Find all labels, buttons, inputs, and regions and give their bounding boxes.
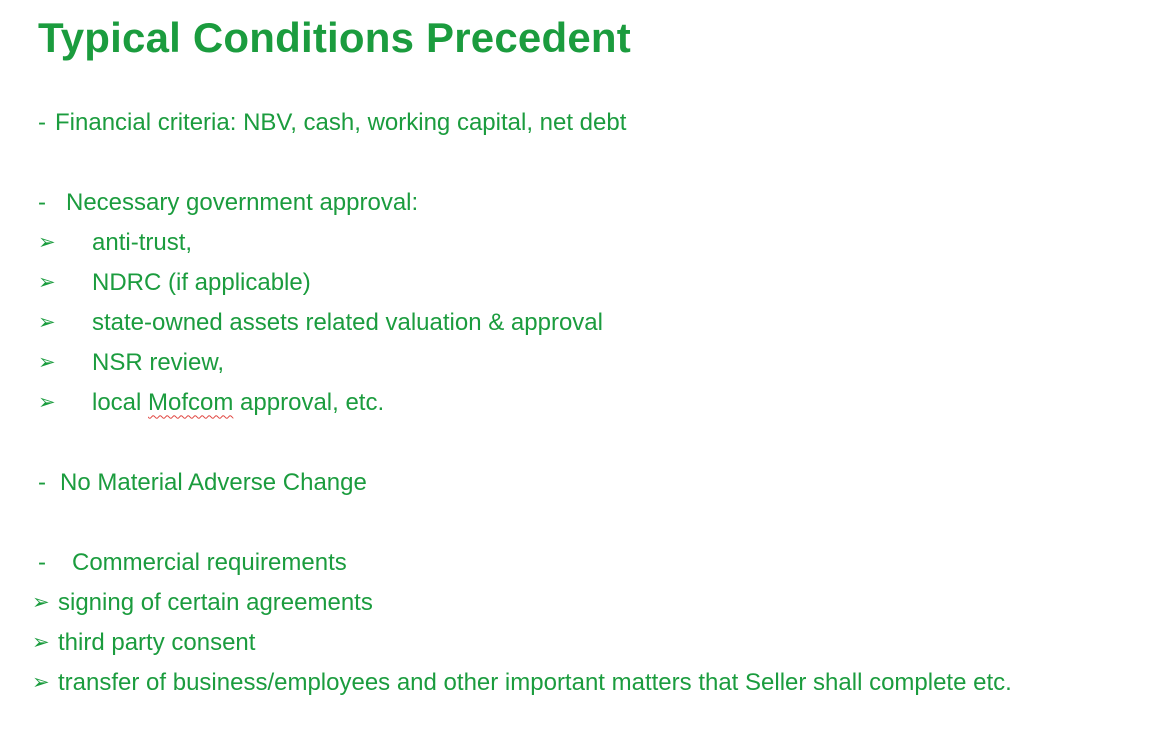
sub-bullet-ndrc [38, 266, 1126, 299]
bullet-text: No Material Adverse Change [60, 469, 367, 497]
sub-bullet-text: signing of certain agreements [58, 589, 373, 617]
bullet-line-government-heading [38, 186, 1126, 219]
slide-title: Typical Conditions Precedent [38, 14, 631, 61]
arrow-bullet-icon: ➢ [32, 671, 50, 695]
arrow-bullet-icon: ➢ [38, 311, 56, 335]
dash-bullet: - [38, 549, 46, 577]
bullet-text: Necessary government approval: [66, 189, 419, 217]
bullet-text: Commercial requirements [72, 549, 347, 577]
arrow-bullet-icon: ➢ [38, 231, 56, 255]
sub-bullet-anti-trust [38, 226, 1126, 259]
sub-bullet-text: state-owned assets related valuation & approval [92, 309, 603, 337]
text-before-misspelling: local [92, 389, 149, 417]
arrow-bullet-icon: ➢ [38, 391, 56, 415]
sub-bullet-transfer [32, 666, 1126, 699]
sub-bullet-text: transfer of business/employees and other important matters that Seller shall complete etc. [58, 669, 1012, 697]
arrow-bullet-icon: ➢ [32, 631, 50, 655]
sub-bullet-mofcom [38, 386, 1126, 419]
sub-bullet-text: NSR review, [92, 349, 225, 377]
sub-bullet-text [92, 386, 1126, 419]
dash-bullet: - [38, 109, 46, 137]
bullet-text: Financial criteria: NBV, cash, working capital, net debt [55, 109, 627, 137]
dash-bullet: - [38, 189, 46, 217]
arrow-bullet-icon: ➢ [32, 591, 50, 615]
sub-bullet-text: third party consent [58, 629, 256, 657]
text-after-misspelling: approval, etc. [233, 389, 385, 417]
dash-bullet: - [38, 469, 46, 497]
sub-bullet-text: anti-trust, [92, 229, 193, 257]
bullet-line-mac [38, 466, 1126, 499]
sub-bullet-nsr [38, 346, 1126, 379]
sub-bullet-text: NDRC (if applicable) [92, 269, 311, 297]
blank-line [38, 506, 1126, 546]
blank-line [38, 146, 1126, 186]
sub-bullet-third-party [32, 626, 1126, 659]
sub-bullet-signing [32, 586, 1126, 619]
arrow-bullet-icon: ➢ [38, 271, 56, 295]
arrow-bullet-icon: ➢ [38, 351, 56, 375]
misspelled-word: Mofcom [148, 389, 234, 417]
sub-bullet-state-owned [38, 306, 1126, 339]
bullet-line-commercial-heading [38, 546, 1126, 579]
bullet-line-financial [38, 106, 1126, 139]
blank-line [38, 426, 1126, 466]
